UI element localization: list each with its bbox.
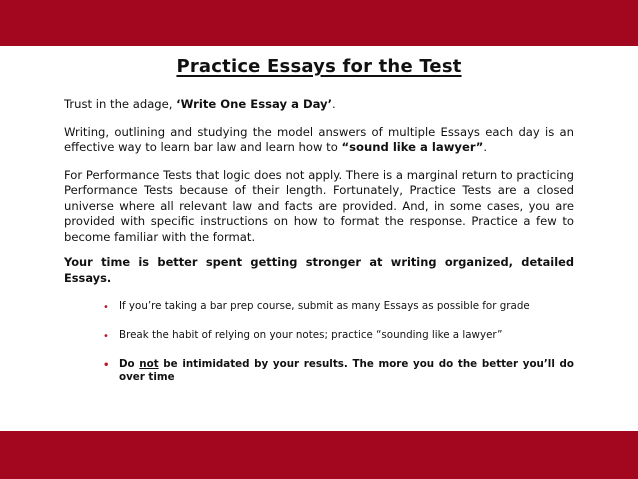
bullet-icon: • bbox=[103, 302, 109, 313]
list-item-text: Break the habit of relying on your notes; practice “sounding like a lawyer” bbox=[119, 329, 503, 341]
list-item-text-rest: be intimidated by your results. The more you do the better you’ll do over time bbox=[119, 358, 574, 383]
adage-quote: ‘Write One Essay a Day’ bbox=[176, 97, 332, 111]
bottom-band bbox=[0, 431, 638, 479]
page-title: Practice Essays for the Test bbox=[176, 56, 462, 77]
writing-period: . bbox=[483, 140, 488, 154]
key-advice-paragraph: Your time is better spent getting stronger at writing organized, detailed Essays. bbox=[64, 255, 574, 285]
sound-like-lawyer-quote: “sound like a lawyer” bbox=[341, 140, 484, 154]
adage-text: Trust in the adage, bbox=[64, 97, 177, 111]
writing-paragraph bbox=[64, 125, 574, 156]
list-item bbox=[103, 329, 574, 342]
underlined-not: not bbox=[139, 358, 159, 370]
list-item-text: If you’re taking a bar prep course, submit as many Essays as possible for grade bbox=[119, 300, 530, 312]
tips-list bbox=[64, 300, 574, 384]
bullet-icon: • bbox=[103, 331, 109, 342]
adage-period: . bbox=[332, 97, 336, 111]
list-item bbox=[103, 300, 574, 313]
list-item-text: Do bbox=[119, 358, 140, 370]
list-item bbox=[103, 358, 574, 384]
writing-text: Writing, outlining and studying the model answers of multiple Essays each day is an effective way to learn bar law and learn how to bbox=[64, 124, 574, 154]
bullet-icon: • bbox=[103, 360, 110, 371]
slide-content bbox=[64, 97, 574, 400]
performance-tests-paragraph: For Performance Tests that logic does not apply. There is a marginal return to practicing Performance Tests because of their length. Fortunately, Practice Tests are a closed universe where all relevant law and facts are provided. And, in some cases, you are provided with specific instructions on how to format the response. Practice a few to become familiar with the format. bbox=[64, 167, 574, 244]
adage-paragraph bbox=[64, 97, 574, 113]
top-band bbox=[0, 0, 638, 46]
